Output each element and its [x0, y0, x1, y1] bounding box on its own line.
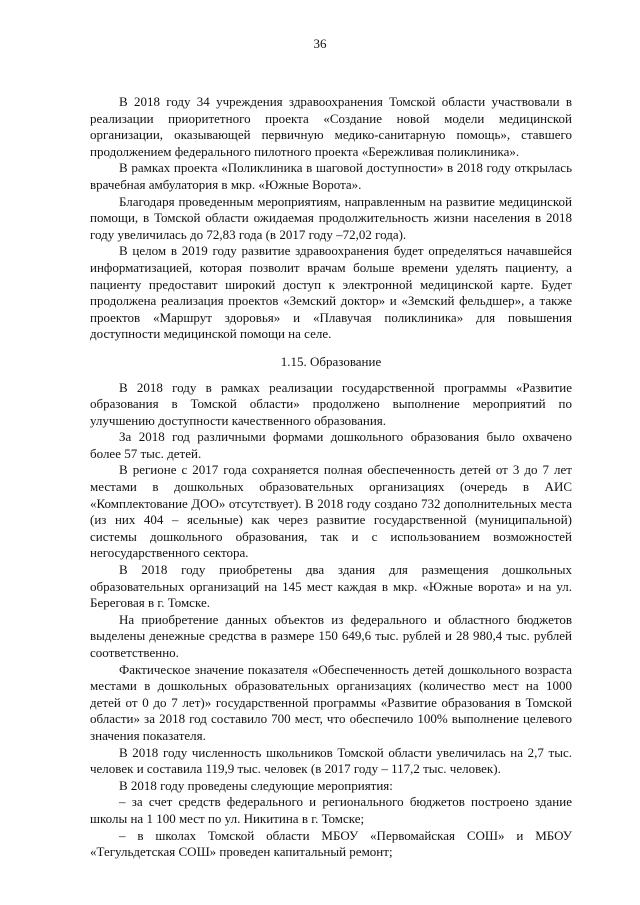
- paragraph-education-7: В 2018 году численность школьников Томской области увеличилась на 2,7 тыс. человек и составила 119,9 тыс. человек (в 2017 году – 117,2 тыс. человек).: [90, 744, 572, 777]
- paragraph-education-4: В 2018 году приобретены два здания для размещения дошкольных образовательных организаций на 145 мест каждая в мкр. «Южные ворота» и на ул. Береговая в г. Томске.: [90, 562, 572, 611]
- section-heading-education: 1.15. Образование: [280, 353, 382, 369]
- list-item-school-renovation: – в школах Томской области МБОУ «Первомайская СОШ» и МБОУ «Тегульдетская СОШ» проведен капитальный ремонт;: [90, 827, 572, 860]
- paragraph-health-4: В целом в 2019 году развитие здравоохранения будет определяться начавшейся информатизацией, которая позволит врачам больше времени уделять пациенту, а пациенту предоставит широкий доступ к электронной медицинской карте. Будет продолжена реализация проектов «Земский доктор» и «Земский фельдшер», а также проектов «Маршрут здоровья» и «Плавучая поликлиника» для повышения доступности медицинской помощи на селе.: [90, 243, 572, 342]
- paragraph-health-3: Благодаря проведенным мероприятиям, направленным на развитие медицинской помощи, в Томской области ожидаемая продолжительность жизни населения в 2018 году увеличилась до 72,83 года (в 2017 году –72,02 года).: [90, 193, 572, 242]
- paragraph-health-2: В рамках проекта «Поликлиника в шаговой доступности» в 2018 году открылась врачебная амбулатория в мкр. «Южные Ворота».: [90, 160, 572, 192]
- document-body: [90, 94, 572, 861]
- paragraph-education-2: За 2018 год различными формами дошкольного образования было охвачено более 57 тыс. детей.: [90, 429, 572, 461]
- paragraph-education-8: В 2018 году проведены следующие мероприятия:: [119, 777, 393, 793]
- page-number: 36: [313, 36, 327, 51]
- paragraph-education-5: На приобретение данных объектов из федерального и областного бюджетов выделены денежные средства в размере 150 649,6 тыс. рублей и 28 980,4 тыс. рублей соответственно.: [90, 611, 572, 660]
- paragraph-education-3: В регионе с 2017 года сохраняется полная обеспеченность детей от 3 до 7 лет местами в дошкольных образовательных организациях (очередь в АИС «Комплектование ДОО» отсутствует). В 2018 году создано 732 дополнительных места (из них 404 – ясельные) как через развитие государственной (муниципальной) системы дошкольного образования, так и с использованием возможностей негосударственного сектора.: [90, 462, 572, 561]
- list-item-school-construction: – за счет средств федерального и регионального бюджетов построено здание школы на 1 100 мест по ул. Никитина в г. Томске;: [90, 794, 572, 826]
- paragraph-health-1: В 2018 году 34 учреждения здравоохранения Томской области участвовали в реализации приоритетного проекта «Создание новой модели медицинской организации, оказывающей первичную медико-санитарную помощь», ставшего продолжением федерального пилотного проекта «Бережливая поликлиника».: [90, 94, 572, 159]
- paragraph-education-1: В 2018 году в рамках реализации государственной программы «Развитие образования в Томской области» продолжено выполнение мероприятий по улучшению доступности качественного образования.: [90, 379, 572, 428]
- paragraph-education-6: Фактическое значение показателя «Обеспеченность детей дошкольного возраста местами в дошкольных образовательных организациях (количество мест на 1000 детей от 0 до 7 лет)» государственной программы «Развитие образования в Томской области» за 2018 год составило 700 мест, что обеспечило 100% выполнение целевого значения показателя.: [90, 661, 572, 743]
